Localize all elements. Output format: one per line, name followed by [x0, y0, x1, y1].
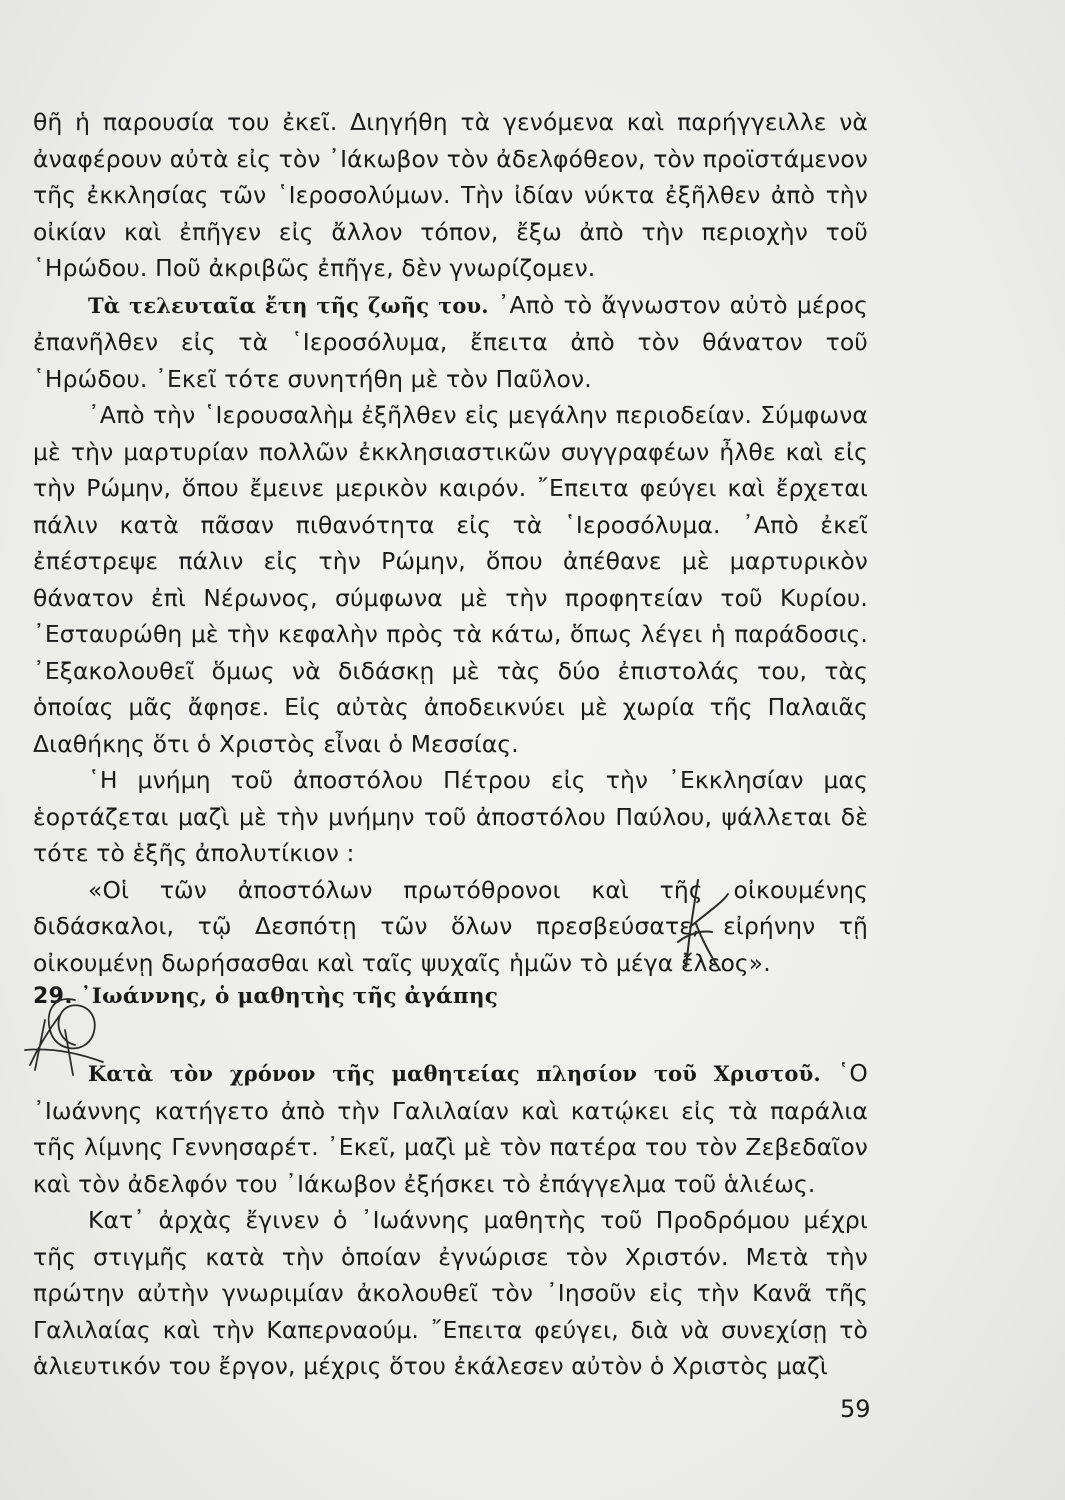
paragraph: ᾽Απὸ τὴν ῾Ιερουσαλὴμ ἐξῆλθεν εἰς μεγάλην περιοδείαν. Σύμφωνα μὲ τὴν μαρτυρίαν πολλῶν ἐκκλησιαστικῶν συγγραφέων ἦλθε καὶ εἰς τὴν Ρώμην, ὅπου ἔμεινε μερικὸν καιρόν. ῎Επειτα φεύγει καὶ ἔρχεται πάλιν κατὰ πᾶσαν πιθανότητα εἰς τὰ ῾Ιεροσόλυμα. ᾽Απὸ ἐκεῖ ἐπέστρεψε πάλιν εἰς τὴν Ρώμην, ὅπου ἀπέθανε μὲ μαρτυρικὸν θάνατον ἐπὶ Νέρωνος, σύμφωνα μὲ τὴν προφητείαν τοῦ Κυρίου. ᾽Εσταυρώθη μὲ τὴν κεφαλὴν πρὸς τὰ κάτω, ὅπως λέγει ἡ παράδοσις. ᾽Εξακολουθεῖ ὅμως νὰ διδάσκῃ μὲ τὰς δύο ἐπιστολάς του, τὰς ὁποίας μᾶς ἄφησε. Εἰς αὐτὰς ἀποδεικνύει μὲ χωρία τῆς Παλαιᾶς Διαθήκης ὅτι ὁ Χριστὸς εἶναι ὁ Μεσσίας.: [33, 401, 868, 758]
paragraph: ῾Η μνήμη τοῦ ἀποστόλου Πέτρου εἰς τὴν ᾽Εκκλησίαν μας ἑορτάζεται μαζὶ μὲ τὴν μνήμην τοῦ ἀποστόλου Παύλου, ψάλλεται δὲ τότε τὸ ἑξῆς ἀπολυτίκιον :: [33, 766, 868, 867]
paragraph-lead: Τὰ τελευταῖα ἔτη τῆς ζωῆς του.: [88, 292, 489, 318]
page-number: 59: [840, 1395, 871, 1423]
section-heading: [33, 984, 498, 1009]
paragraph: Κατὰ τὸν χρόνον τῆς μαθητείας πλησίον τοῦ Χριστοῦ. ῾Ο ᾽Ιωάννης κατήγετο ἀπὸ τὴν Γαλιλαίαν καὶ κατῴκει εἰς τὰ παράλια τῆς λίμνης Γεννησαρέτ. ᾽Εκεῖ, μαζὶ μὲ τὸν πατέρα του τὸν Ζεβεδαῖον καὶ τὸν ἀδελφόν του ᾽Ιάκωβον ἐξήσκει τὸ ἐπάγγελμα τοῦ ἁλιέως.: [33, 1059, 868, 1198]
text-block-bottom: [33, 1055, 868, 1385]
section-number: 29.: [33, 984, 73, 1009]
paragraph: Τὰ τελευταῖα ἔτη τῆς ζωῆς του. ᾽Απὸ τὸ ἄγνωστον αὐτὸ μέρος ἐπανῆλθεν εἰς τὰ ῾Ιεροσόλυμα, ἔπειτα ἀπὸ τὸν θάνατον τοῦ ῾Ηρώδου. ᾽Εκεῖ τότε συνητήθη μὲ τὸν Παῦλον.: [33, 290, 868, 393]
paragraph-lead: Κατὰ τὸν χρόνον τῆς μαθητείας πλησίον τοῦ Χριστοῦ.: [88, 1061, 821, 1086]
paragraph: θῆ ἡ παρουσία του ἐκεῖ. Διηγήθη τὰ γενόμενα καὶ παρήγγειλλε νὰ ἀναφέρουν αὐτὰ εἰς τὸν ᾽Ιάκωβον τὸν ἀδελφόθεον, τὸν προϊστάμενον τῆς ἐκκλησίας τῶν ῾Ιεροσολύμων. Τὴν ἰδίαν νύκτα ἐξῆλθεν ἀπὸ τὴν οἰκίαν καὶ ἐπῆγεν εἰς ἄλλον τόπον, ἔξω ἀπὸ τὴν περιοχὴν τοῦ ῾Ηρώδου. Ποῦ ἀκριβῶς ἐπῆγε, δὲν γνωρίζομεν.: [33, 108, 868, 282]
paragraph: Κατ᾽ ἀρχὰς ἔγινεν ὁ ᾽Ιωάννης μαθητὴς τοῦ Προδρόμου μέχρι τῆς στιγμῆς κατὰ τὴν ὁποίαν ἐγνώρισε τὸν Χριστόν. Μετὰ τὴν πρώτην αὐτὴν γνωριμίαν ἀκολουθεῖ τὸν ᾽Ιησοῦν εἰς τὴν Κανᾶ τῆς Γαλιλαίας καὶ τὴν Καπερναούμ. ῎Επειτα φεύγει, διὰ νὰ συνεχίσῃ τὸ ἁλιευτικόν του ἔργον, μέχρις ὅτου ἐκάλεσεν αὐτὸν ὁ Χριστὸς μαζὶ: [33, 1206, 868, 1380]
section-title: ᾽Ιωάννης, ὁ μαθητὴς τῆς ἀγάπης: [80, 984, 499, 1009]
paragraph-hymn: «Οἱ τῶν ἀποστόλων πρωτόθρονοι καὶ τῆς οἰκουμένης διδάσκαλοι, τῷ Δεσπότῃ τῶν ὅλων πρεσβεύσατε, εἰρήνην τῇ οἰκουμένῃ δωρήσασθαι καὶ ταῖς ψυχαῖς ἡμῶν τὸ μέγα ἔλεος».: [33, 875, 868, 977]
text-block-top: [33, 104, 868, 981]
